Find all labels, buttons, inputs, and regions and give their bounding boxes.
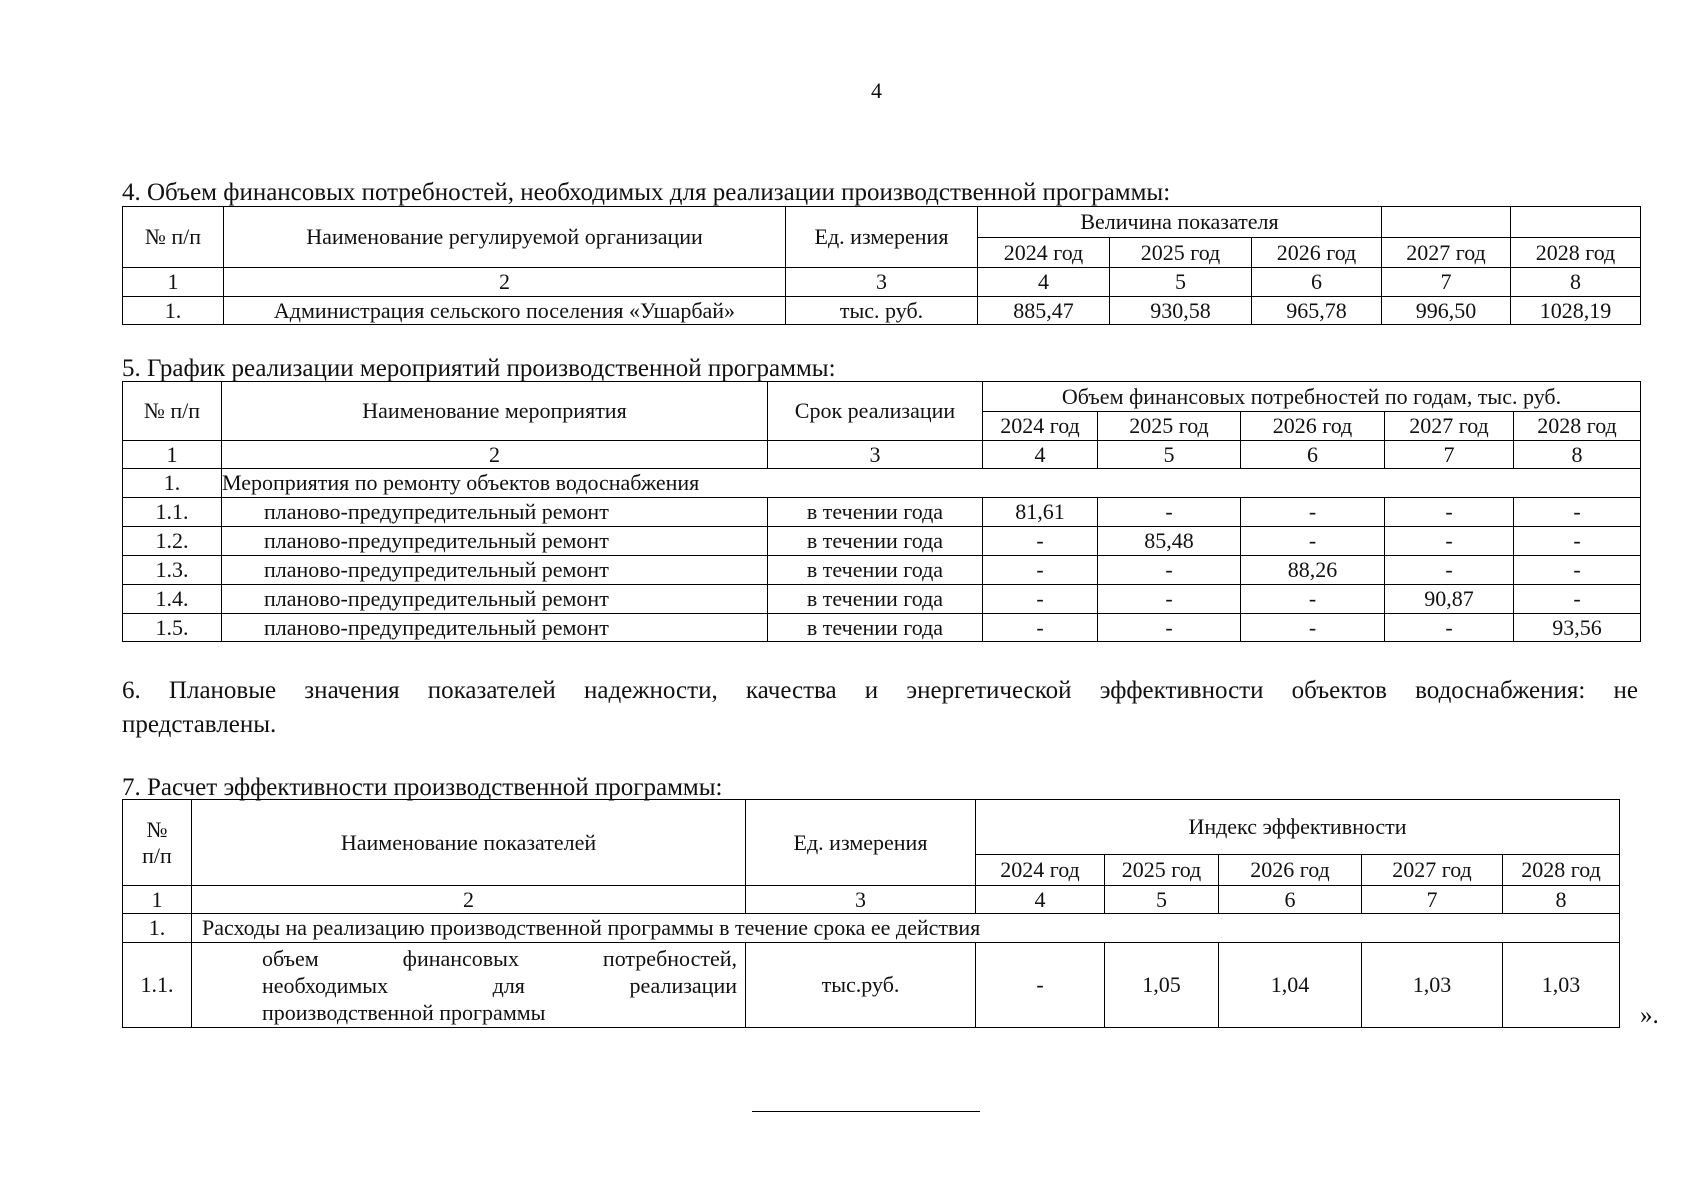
col-number: 8 (1514, 441, 1641, 469)
s4-year: 2027 год (1382, 238, 1511, 268)
s4-header-name: Наименование регулируемой организации (224, 207, 786, 268)
value-2026: - (1241, 585, 1385, 614)
col-number: 7 (1362, 886, 1503, 914)
closing-quote-mark: ». (1640, 1002, 1659, 1029)
s4-colnum-row (123, 268, 1641, 297)
unit: тыс. руб. (786, 297, 978, 325)
term: в течении года (768, 614, 983, 642)
value-2028: 93,56 (1514, 614, 1641, 642)
value-2024: 81,61 (983, 498, 1098, 527)
group-title: Расходы на реализацию производственной программы в течение срока ее действия (192, 914, 1620, 943)
s5-header-name: Наименование мероприятия (222, 382, 768, 441)
activity-name: планово-предупредительный ремонт (222, 498, 768, 527)
value-2026: - (1241, 527, 1385, 556)
col-number: 6 (1219, 886, 1362, 914)
row-num: 1.5. (123, 614, 222, 642)
col-number: 6 (1241, 441, 1385, 469)
value-2027: - (1385, 614, 1514, 642)
col-number: 2 (192, 886, 746, 914)
s5-header-term: Срок реализации (768, 382, 983, 441)
col-number: 4 (983, 441, 1098, 469)
row-num: 1.4. (123, 585, 222, 614)
unit: тыс.руб. (746, 943, 976, 1028)
s7-year: 2026 год (1219, 855, 1362, 886)
table-row (123, 527, 1641, 556)
s5-year: 2028 год (1514, 412, 1641, 441)
s7-header-num (123, 800, 192, 886)
s4-header-group: Величина показателя (978, 207, 1382, 238)
table-row (123, 585, 1641, 614)
indicator-name-line1: объем финансовых потребностей, (262, 945, 737, 971)
activity-name: планово-предупредительный ремонт (222, 585, 768, 614)
activity-name: планово-предупредительный ремонт (222, 527, 768, 556)
row-num: 1.1. (123, 943, 192, 1028)
activity-name: планово-предупредительный ремонт (222, 556, 768, 585)
s4-header-empty (1382, 207, 1511, 238)
value-2026: 1,04 (1219, 943, 1362, 1028)
group-row (123, 914, 1620, 943)
s7-year: 2027 год (1362, 855, 1503, 886)
value-2024: - (983, 556, 1098, 585)
s4-year: 2025 год (1110, 238, 1252, 268)
col-number: 3 (746, 886, 976, 914)
value-2027: 1,03 (1362, 943, 1503, 1028)
s4-header-num: № п/п (123, 207, 224, 268)
s4-header-empty (1511, 207, 1641, 238)
section7-heading: 7. Расчет эффективности производственной программы: (122, 774, 723, 801)
col-number: 1 (123, 886, 192, 914)
organization-name: Администрация сельского поселения «Ушарбай» (224, 297, 786, 325)
value-2025: 930,58 (1110, 297, 1252, 325)
value-2024: - (983, 527, 1098, 556)
term: в течении года (768, 556, 983, 585)
s4-year: 2024 год (978, 238, 1110, 268)
value-2028: - (1514, 556, 1641, 585)
col-number: 3 (786, 268, 978, 297)
value-2024: 885,47 (978, 297, 1110, 325)
term: в течении года (768, 498, 983, 527)
value-2027: - (1385, 498, 1514, 527)
term: в течении года (768, 527, 983, 556)
term: в течении года (768, 585, 983, 614)
value-2024: - (983, 585, 1098, 614)
col-number: 7 (1385, 441, 1514, 469)
s7-header-num-line2: п/п (142, 842, 172, 868)
section4-heading: 4. Объем финансовых потребностей, необходимых для реализации производственной программы: (122, 179, 1171, 206)
table-row (123, 556, 1641, 585)
col-number: 4 (978, 268, 1110, 297)
value-2027: - (1385, 527, 1514, 556)
value-2024: - (983, 614, 1098, 642)
s5-year: 2027 год (1385, 412, 1514, 441)
value-2028: - (1514, 527, 1641, 556)
page-number: 4 (871, 78, 882, 103)
col-number: 8 (1511, 268, 1641, 297)
value-2027: 90,87 (1385, 585, 1514, 614)
s4-header-unit: Ед. измерения (786, 207, 978, 268)
value-2025: - (1098, 556, 1241, 585)
col-number: 2 (222, 441, 768, 469)
col-number: 1 (123, 441, 222, 469)
s7-header-group: Индекс эффективности (976, 800, 1620, 855)
col-number: 5 (1098, 441, 1241, 469)
value-2025: 85,48 (1098, 527, 1241, 556)
col-number: 5 (1105, 886, 1219, 914)
value-2026: - (1241, 498, 1385, 527)
s5-header-num: № п/п (123, 382, 222, 441)
row-num: 1.3. (123, 556, 222, 585)
row-num: 1. (123, 469, 222, 498)
s7-year: 2025 год (1105, 855, 1219, 886)
section7-table (122, 799, 1620, 1028)
value-2027: 996,50 (1382, 297, 1511, 325)
col-number: 3 (768, 441, 983, 469)
s7-year: 2028 год (1503, 855, 1620, 886)
value-2024: - (976, 943, 1105, 1028)
value-2026: 88,26 (1241, 556, 1385, 585)
s5-year: 2026 год (1241, 412, 1385, 441)
value-2025: - (1098, 614, 1241, 642)
indicator-name-line3: производственной программы (262, 999, 546, 1025)
value-2025: - (1098, 498, 1241, 527)
s7-header-name: Наименование показателей (192, 800, 746, 886)
s4-year: 2028 год (1511, 238, 1641, 268)
indicator-name-line2: необходимых для реализации (262, 972, 737, 998)
value-2028: 1,03 (1503, 943, 1620, 1028)
col-number: 1 (123, 268, 224, 297)
s5-header-group: Объем финансовых потребностей по годам, тыс. руб. (983, 382, 1641, 412)
value-2028: - (1514, 585, 1641, 614)
group-row (123, 469, 1641, 498)
row-num: 1.2. (123, 527, 222, 556)
section5-heading: 5. График реализации мероприятий производственной программы: (122, 355, 836, 382)
row-num: 1. (123, 914, 192, 943)
value-2027: - (1385, 556, 1514, 585)
group-title: Мероприятия по ремонту объектов водоснабжения (222, 469, 1641, 498)
s5-year: 2025 год (1098, 412, 1241, 441)
col-number: 2 (224, 268, 786, 297)
value-2028: 1028,19 (1511, 297, 1641, 325)
row-num: 1.1. (123, 498, 222, 527)
row-num: 1. (123, 297, 224, 325)
value-2025: 1,05 (1105, 943, 1219, 1028)
col-number: 4 (976, 886, 1105, 914)
s5-year: 2024 год (983, 412, 1098, 441)
section6-line1: 6. Плановые значения показателей надежности, качества и энергетической эффективности объектов водоснабжения: не (122, 677, 1638, 704)
value-2028: - (1514, 498, 1641, 527)
indicator-name (192, 943, 746, 1028)
col-number: 6 (1252, 268, 1382, 297)
s7-header-num-line1: № (146, 817, 168, 843)
value-2026: - (1241, 614, 1385, 642)
col-number: 7 (1382, 268, 1511, 297)
col-number: 5 (1110, 268, 1252, 297)
value-2025: - (1098, 585, 1241, 614)
table-row (123, 498, 1641, 527)
s7-header-unit: Ед. измерения (746, 800, 976, 886)
section5-table (122, 381, 1641, 642)
value-2026: 965,78 (1252, 297, 1382, 325)
table-row (123, 297, 1641, 325)
section4-table (122, 206, 1641, 325)
col-number: 8 (1503, 886, 1620, 914)
footer-separator-line (752, 1111, 980, 1112)
table-row (123, 943, 1620, 1028)
table-row (123, 614, 1641, 642)
s4-year: 2026 год (1252, 238, 1382, 268)
s7-year: 2024 год (976, 855, 1105, 886)
activity-name: планово-предупредительный ремонт (222, 614, 768, 642)
section6-line2: представлены. (122, 711, 277, 738)
